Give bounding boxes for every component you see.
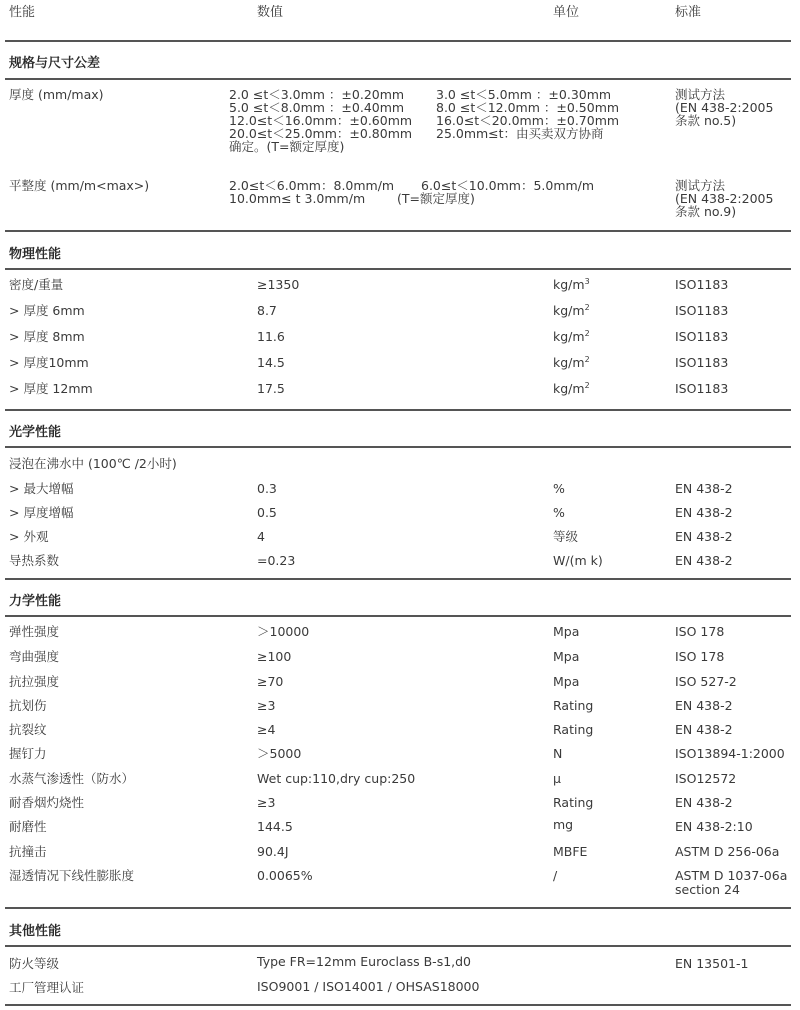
table-row-value: ≥70 xyxy=(257,674,284,689)
table-row-name: 握钉力 xyxy=(9,746,47,761)
thickness-standard: 条款 no.5) xyxy=(675,113,737,128)
table-row-name: > 厚度 6mm xyxy=(9,303,85,318)
table-row-value: ≥3 xyxy=(257,795,276,810)
section-title-spec: 规格与尺寸公差 xyxy=(9,56,101,71)
table-row-standard: EN 438-2 xyxy=(675,553,733,568)
table-row-standard: ISO1183 xyxy=(675,381,729,396)
table-row-value: 144.5 xyxy=(257,819,293,834)
header-standard: 标准 xyxy=(675,5,702,20)
header-property: 性能 xyxy=(9,5,36,20)
thickness-tolerance: 12.0≤t＜16.0mm：±0.60mm xyxy=(229,113,413,128)
flatness-tolerance: 6.0≤t＜10.0mm：5.0mm/m xyxy=(421,178,595,193)
table-row-name: 密度/重量 xyxy=(9,277,64,292)
table-row-standard: ISO12572 xyxy=(675,771,737,786)
table-row-name: > 最大增幅 xyxy=(9,481,74,496)
table-row-name: > 厚度 12mm xyxy=(9,381,93,396)
table-row-unit: Rating xyxy=(553,795,594,810)
table-row-name: > 厚度增幅 xyxy=(9,505,74,520)
table-row-standard: EN 438-2 xyxy=(675,481,733,496)
table-row-value: 8.7 xyxy=(257,303,277,318)
table-row-standard: ISO 178 xyxy=(675,624,725,639)
thickness-tolerance: 16.0≤t＜20.0mm：±0.70mm xyxy=(436,113,620,128)
table-row-value: 0.3 xyxy=(257,481,277,496)
divider xyxy=(5,409,791,411)
table-row-unit: MBFE xyxy=(553,844,588,859)
thickness-tolerance: 25.0mm≤t：由买卖双方协商 xyxy=(436,126,604,141)
table-row-value: 0.5 xyxy=(257,505,277,520)
divider xyxy=(5,578,791,580)
thickness-tolerance: 2.0 ≤t＜3.0mm ：±0.20mm xyxy=(229,87,405,102)
thickness-standard: 测试方法 xyxy=(675,87,726,102)
table-row-value: ≥100 xyxy=(257,649,292,664)
table-row-standard: EN 438-2 xyxy=(675,722,733,737)
table-row-standard: ISO1183 xyxy=(675,277,729,292)
table-row-value: =0.23 xyxy=(257,553,296,568)
thickness-standard: (EN 438-2:2005 xyxy=(675,100,774,115)
table-row-standard: ISO1183 xyxy=(675,329,729,344)
table-row-value: 4 xyxy=(257,529,265,544)
table-row-unit: Rating xyxy=(553,722,594,737)
table-row-value: ISO9001 / ISO14001 / OHSAS18000 xyxy=(257,979,480,994)
header-value: 数值 xyxy=(257,5,284,20)
table-row-standard: EN 438-2 xyxy=(675,795,733,810)
table-row-standard: ASTM D 256-06a xyxy=(675,844,780,859)
table-row-value: 90.4J xyxy=(257,844,289,859)
divider xyxy=(5,230,791,232)
divider xyxy=(5,615,791,617)
table-row-name: > 厚度 8mm xyxy=(9,329,85,344)
flatness-tolerance: 10.0mm≤ t 3.0mm/m xyxy=(229,191,366,206)
table-row-name: 水蒸气渗透性（防水） xyxy=(9,771,135,786)
divider xyxy=(5,945,791,947)
table-row-name: 抗撞击 xyxy=(9,844,47,859)
table-row-unit: Mpa xyxy=(553,649,580,664)
table-row-name: 抗划伤 xyxy=(9,698,47,713)
thickness-tolerance: 20.0≤t＜25.0mm：±0.80mm xyxy=(229,126,413,141)
table-row-standard: ASTM D 1037-06a xyxy=(675,868,788,883)
table-row-name: 耐香烟灼烧性 xyxy=(9,795,85,810)
table-row-standard: ISO13894-1:2000 xyxy=(675,746,785,761)
table-row-unit: $kg/m^3$ xyxy=(553,276,590,292)
table-row-value: ≥3 xyxy=(257,698,276,713)
table-row-unit: N xyxy=(553,746,563,761)
table-row-value: Type FR=12mm Euroclass B-s1,d0 xyxy=(257,954,472,969)
thickness-tolerance: 3.0 ≤t＜5.0mm ：±0.30mm xyxy=(436,87,612,102)
table-row-unit: Mpa xyxy=(553,674,580,689)
divider xyxy=(5,907,791,909)
table-row-value: ≥4 xyxy=(257,722,276,737)
divider xyxy=(5,446,791,448)
table-row-value: 11.6 xyxy=(257,329,285,344)
section-title-physical: 物理性能 xyxy=(9,247,62,262)
section-title-optical: 光学性能 xyxy=(9,425,62,440)
divider xyxy=(5,1004,791,1006)
table-row-standard-line2: section 24 xyxy=(675,882,740,897)
table-row-standard: EN 438-2 xyxy=(675,698,733,713)
divider xyxy=(5,268,791,270)
table-row-unit: $kg/m^2$ xyxy=(553,380,590,396)
table-row-unit: $kg/m^2$ xyxy=(553,328,590,344)
flatness-standard: 测试方法 xyxy=(675,178,726,193)
table-row-name: 工厂管理认证 xyxy=(9,980,85,995)
table-row-unit: 等级 xyxy=(553,529,579,544)
table-row-standard: EN 438-2 xyxy=(675,505,733,520)
section-title-other: 其他性能 xyxy=(9,924,62,939)
table-row-value: ＞5000 xyxy=(257,746,302,761)
table-row-name: 耐磨性 xyxy=(9,819,47,834)
table-row-unit: $kg/m^2$ xyxy=(553,302,590,318)
table-row-standard: ISO 178 xyxy=(675,649,725,664)
thickness-label: 厚度 (mm/max) xyxy=(9,87,104,102)
thickness-tolerance: 5.0 ≤t＜8.0mm ：±0.40mm xyxy=(229,100,405,115)
table-row-value: Wet cup:110,dry cup:250 xyxy=(257,771,416,786)
flatness-label: 平整度 (mm/m<max>) xyxy=(9,178,150,193)
table-row-standard: EN 13501-1 xyxy=(675,956,749,971)
table-row-value: 14.5 xyxy=(257,355,285,370)
table-row-standard: ISO 527-2 xyxy=(675,674,737,689)
table-row-value: 17.5 xyxy=(257,381,285,396)
table-row-standard: ISO1183 xyxy=(675,303,729,318)
table-row-name: 导热系数 xyxy=(9,553,60,568)
table-row-unit: $kg/m^2$ xyxy=(553,354,590,370)
table-row-name: 抗裂纹 xyxy=(9,722,47,737)
table-row-standard: EN 438-2:10 xyxy=(675,819,753,834)
thickness-tolerance: 8.0 ≤t＜12.0mm ：±0.50mm xyxy=(436,100,620,115)
flatness-tolerance: 2.0≤t＜6.0mm：8.0mm/m xyxy=(229,178,395,193)
table-row-unit: W/(m k) xyxy=(553,553,603,568)
table-row-standard: EN 438-2 xyxy=(675,529,733,544)
table-row-unit: mg xyxy=(553,817,574,832)
flatness-note: (T=额定厚度) xyxy=(397,191,475,206)
table-row-standard: ISO1183 xyxy=(675,355,729,370)
thickness-note: 确定。(T=额定厚度) xyxy=(229,139,345,154)
table-row-name: > 外观 xyxy=(9,529,49,544)
header-unit: 单位 xyxy=(553,5,580,20)
table-row-name: 弯曲强度 xyxy=(9,649,60,664)
table-row-value: ≥1350 xyxy=(257,277,300,292)
table-row-value: 0.0065% xyxy=(257,868,313,883)
table-row-name: 抗拉强度 xyxy=(9,674,60,689)
divider xyxy=(5,40,791,42)
table-row-name: 防火等级 xyxy=(9,956,60,971)
flatness-standard: 条款 no.9) xyxy=(675,204,737,219)
divider xyxy=(5,78,791,80)
optical-subheading: 浸泡在沸水中 (100℃ /2小时) xyxy=(9,456,177,471)
table-row-name: 湿透情况下线性膨胀度 xyxy=(9,868,135,883)
table-row-unit: Mpa xyxy=(553,624,580,639)
table-row-unit: μ xyxy=(553,771,561,786)
flatness-standard: (EN 438-2:2005 xyxy=(675,191,774,206)
table-row-unit: % xyxy=(553,481,565,496)
table-row-name: > 厚度10mm xyxy=(9,355,89,370)
table-row-unit: Rating xyxy=(553,698,594,713)
table-row-unit: / xyxy=(553,868,558,883)
table-row-unit: % xyxy=(553,505,565,520)
table-row-name: 弹性强度 xyxy=(9,624,60,639)
section-title-mechanical: 力学性能 xyxy=(9,594,62,609)
table-row-value: ＞10000 xyxy=(257,624,310,639)
